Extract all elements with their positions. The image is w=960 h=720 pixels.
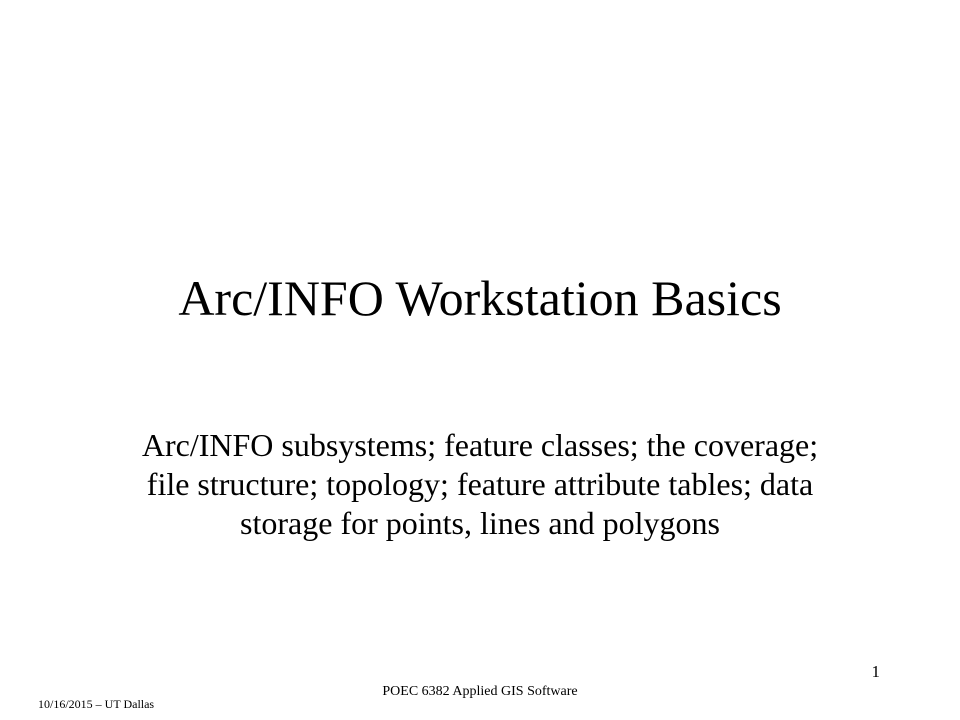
slide-subtitle: Arc/INFO subsystems; feature classes; the coverage; file structure; topology; feature attribute tables; data storage for points, lines and polygons [141, 427, 819, 541]
footer-course-title: POEC 6382 Applied GIS Software [382, 684, 578, 699]
footer-date: 10/16/2015 – UT Dallas [38, 697, 155, 711]
slide-title: Arc/INFO Workstation Basics [178, 270, 782, 326]
slide-number: 1 [871, 662, 880, 681]
